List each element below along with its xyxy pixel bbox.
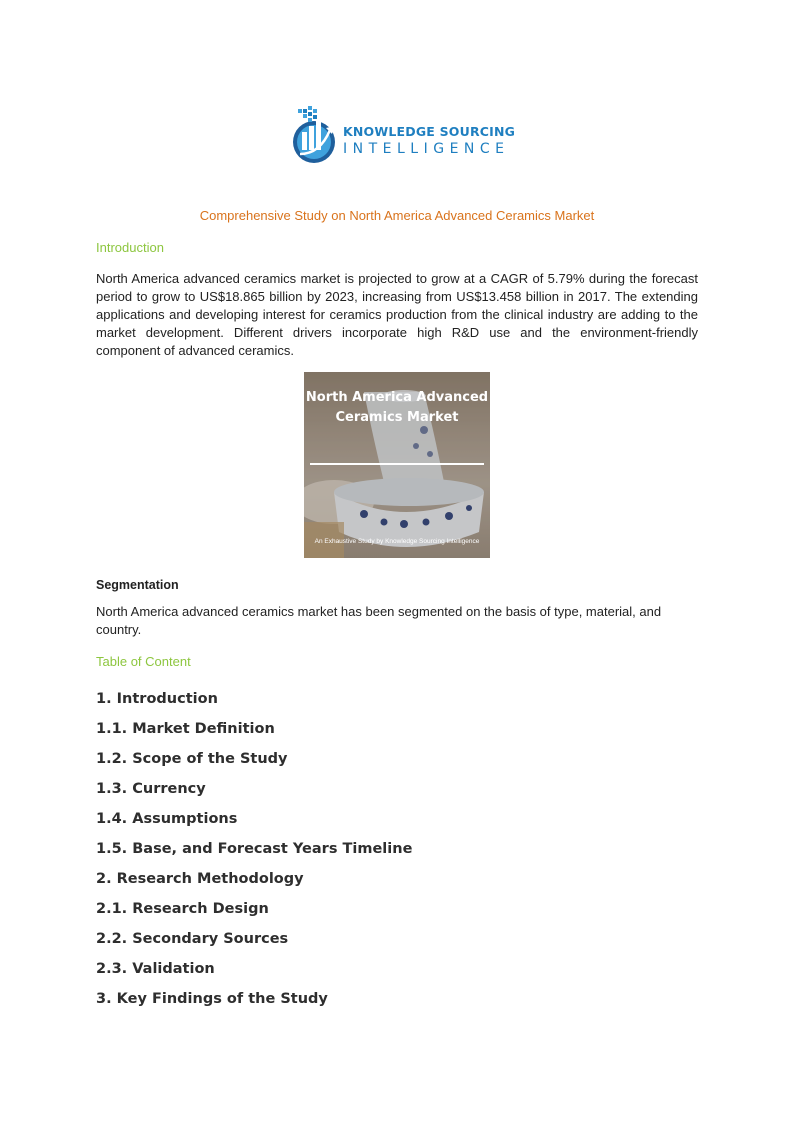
logo-line-2: INTELLIGENCE	[343, 141, 510, 157]
toc-item: 3. Key Findings of the Study	[96, 991, 328, 1007]
intro-heading: Introduction	[96, 240, 164, 255]
logo-line-1: KNOWLEDGE SOURCING	[343, 124, 516, 139]
toc-list	[96, 688, 412, 1018]
toc-heading: Table of Content	[96, 654, 191, 669]
toc-item: 2. Research Methodology	[96, 871, 304, 887]
toc-item: 1. Introduction	[96, 691, 218, 707]
toc-item: 1.4. Assumptions	[96, 811, 238, 827]
intro-paragraph: North America advanced ceramics market is projected to grow at a CAGR of 5.79% during the forecast period to grow to US$18.865 billion by 2023, increasing from US$13.458 billion in 2017. The extending applications and developing interest for ceramics production from the clinical industry are adding to the market development. Different drivers incorporate high R&D use and the environment-friendly component of advanced ceramics.	[96, 271, 698, 358]
market-cover-image	[304, 372, 490, 558]
toc-item: 2.3. Validation	[96, 961, 215, 977]
segmentation-heading: Segmentation	[96, 578, 179, 592]
toc-item: 2.2. Secondary Sources	[96, 931, 289, 947]
toc-item: 1.3. Currency	[96, 781, 206, 797]
cover-title	[304, 388, 490, 428]
document-title: Comprehensive Study on North America Advanced Ceramics Market	[199, 208, 595, 223]
company-logo	[290, 104, 516, 166]
cover-title-line-2: Ceramics Market	[335, 410, 459, 425]
cover-footer: An Exhaustive Study by Knowledge Sourcing Intelligence	[314, 538, 480, 545]
toc-item: 1.1. Market Definition	[96, 721, 275, 737]
logo-mark-icon	[290, 104, 342, 166]
toc-item: 2.1. Research Design	[96, 901, 269, 917]
cover-title-line-1: North America Advanced	[305, 390, 489, 405]
toc-item: 1.5. Base, and Forecast Years Timeline	[96, 841, 413, 857]
toc-item: 1.2. Scope of the Study	[96, 751, 288, 767]
cover-divider	[310, 463, 484, 465]
segmentation-paragraph: North America advanced ceramics market has been segmented on the basis of type, material, and country.	[96, 604, 662, 637]
